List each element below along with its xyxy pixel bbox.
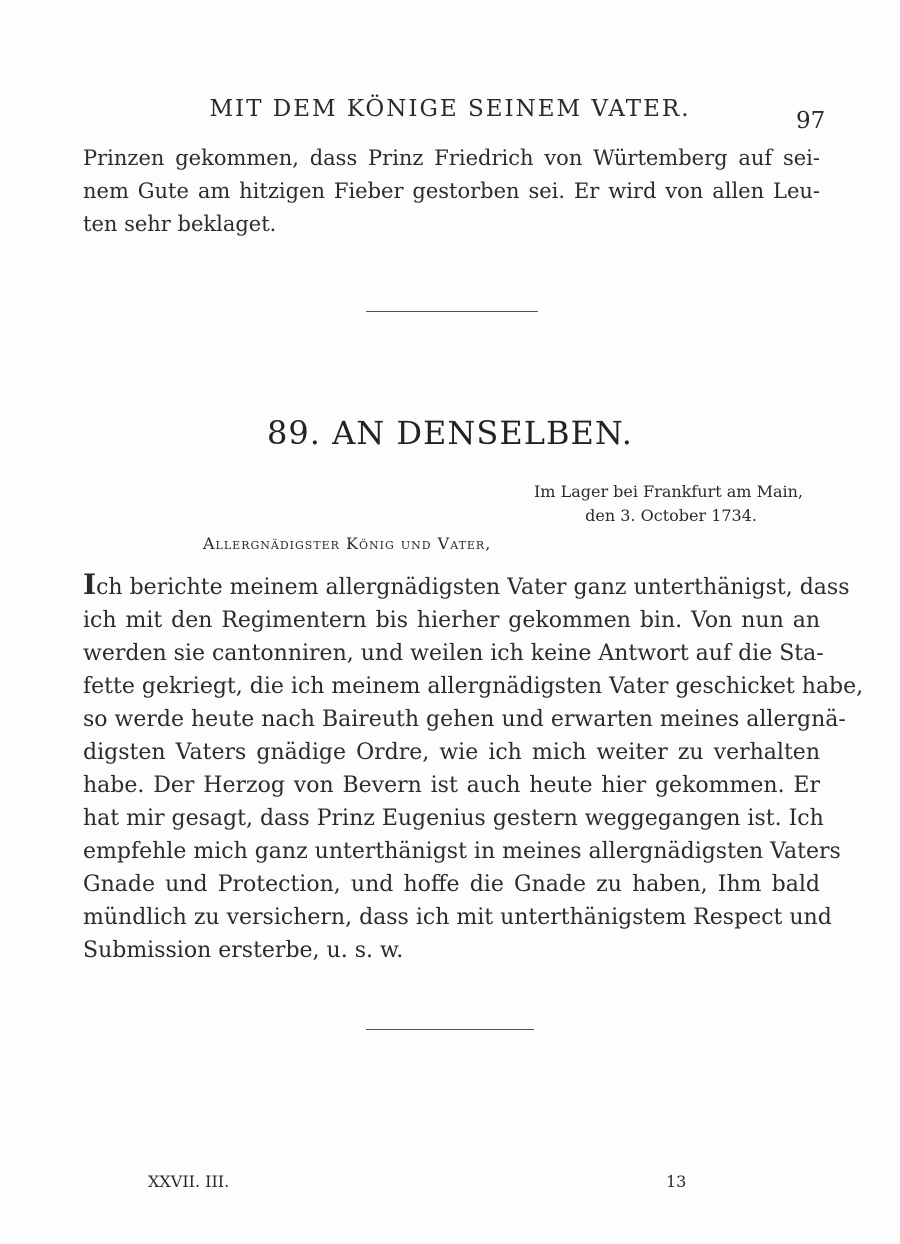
text-line: empfehle mich ganz unterthänigst in meines allergnädigsten Vaters (83, 839, 841, 864)
text-line: ich mit den Regimentern bis hierher gekommen bin. Von nun an (83, 608, 820, 633)
text-line: werden sie cantonniren, und weilen ich keine Antwort auf die Sta- (83, 641, 824, 666)
text-line: mündlich zu versichern, dass ich mit unterthänigstem Respect und (83, 905, 832, 930)
closing-divider (366, 1029, 534, 1030)
signature-mark: 13 (666, 1172, 687, 1191)
text-line: Submission ersterbe, u. s. w. (83, 938, 404, 963)
place-line: Im Lager bei Frankfurt am Main, (533, 482, 803, 501)
letter-title: 89. AN DENSELBEN. (267, 414, 633, 452)
text-line (83, 568, 850, 604)
text-line: Prinzen gekommen, dass Prinz Friedrich von Würtemberg auf sei- (83, 146, 820, 170)
running-title: MIT DEM KÖNIGE SEINEM VATER. (209, 96, 691, 122)
text-line-content: ch berichte meinem allergnädigsten Vater ganz unterthänigst, dass (96, 575, 850, 600)
text-line: so werde heute nach Baireuth gehen und erwarten meines allergnä- (83, 707, 846, 732)
initial-letter: I (83, 568, 97, 601)
text-line: habe. Der Herzog von Bevern ist auch heute hier gekommen. Er (83, 773, 820, 798)
text-line: hat mir gesagt, dass Prinz Eugenius gestern weggegangen ist. Ich (83, 806, 824, 831)
letter-body (83, 568, 864, 967)
page-number: 97 (796, 108, 826, 134)
text-line: fette gekriegt, die ich meinem allergnädigsten Vater geschicket habe, (83, 674, 864, 699)
text-line: ten sehr beklaget. (83, 212, 277, 236)
salutation: Allergnädigster König und Vater, (203, 534, 492, 553)
continuation-paragraph (83, 142, 820, 241)
text-line: nem Gute am hitzigen Fieber gestorben sei. Er wird von allen Leu- (83, 179, 820, 203)
text-line: Gnade und Protection, und hoffe die Gnade zu haben, Ihm bald (83, 872, 820, 897)
volume-mark: XXVII. III. (148, 1172, 230, 1191)
date-line: den 3. October 1734. (585, 506, 757, 525)
text-line: digsten Vaters gnädige Ordre, wie ich mich weiter zu verhalten (83, 740, 820, 765)
section-divider (366, 311, 538, 312)
